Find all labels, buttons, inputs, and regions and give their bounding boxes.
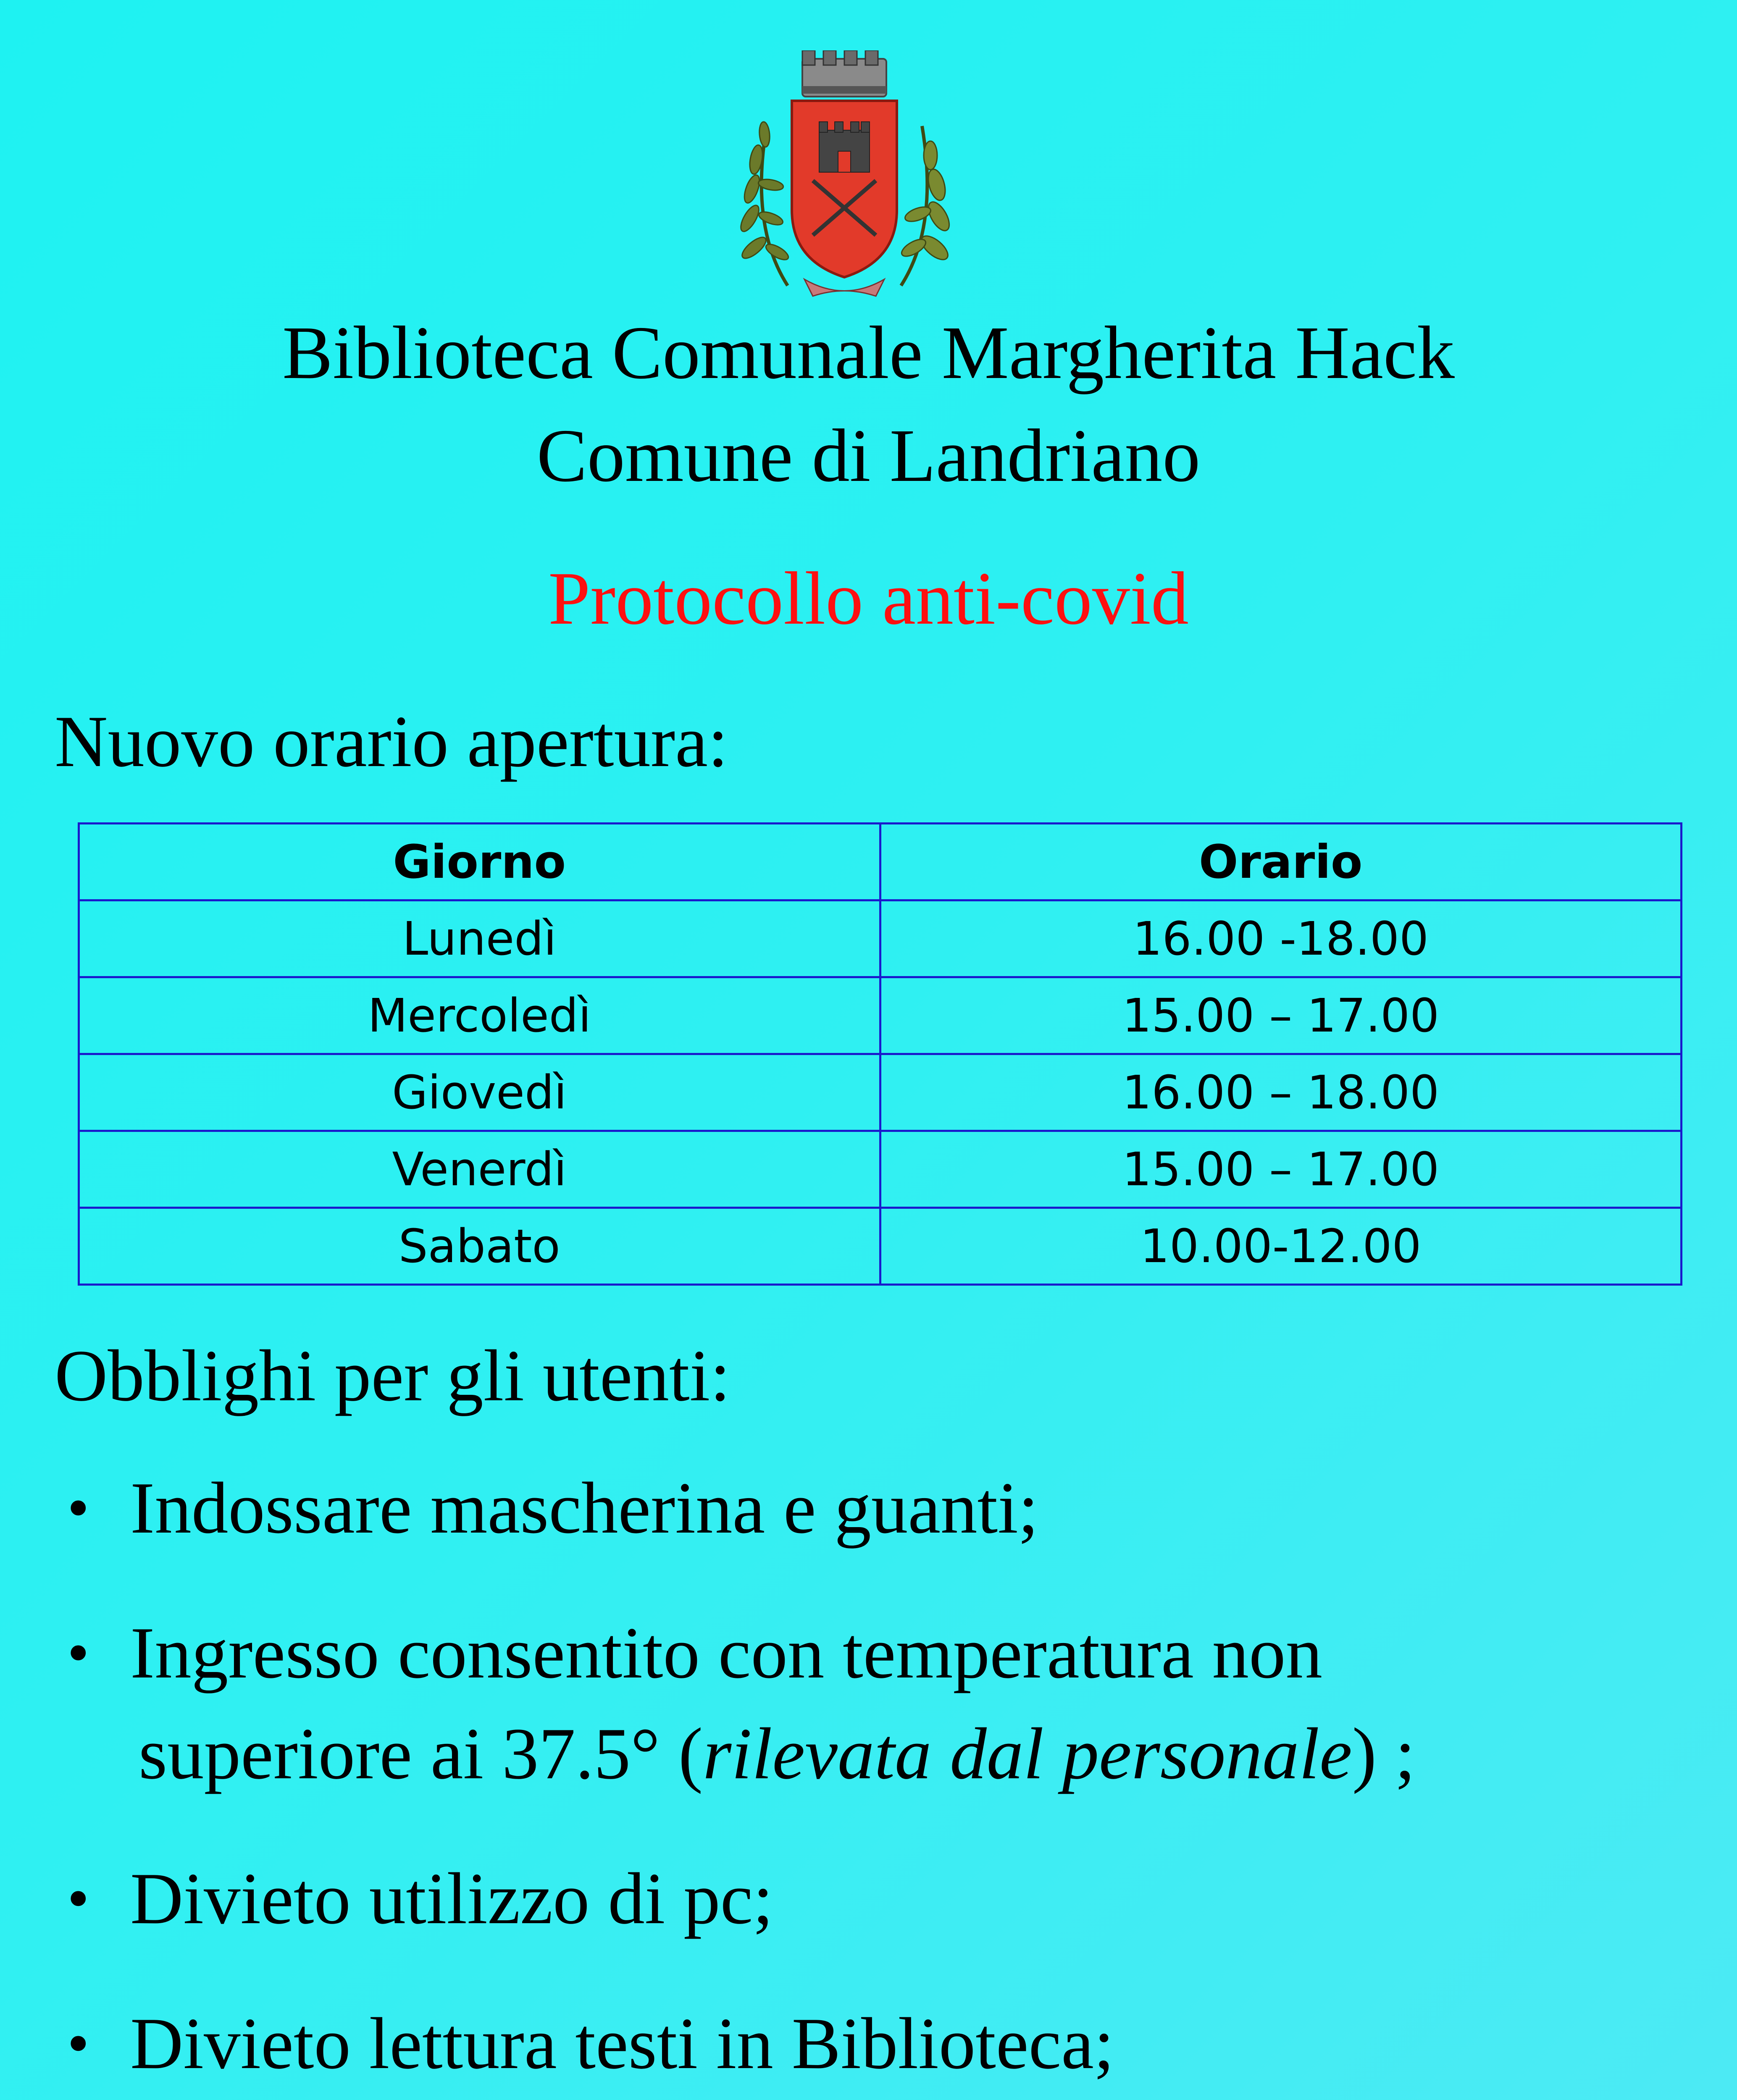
- day-cell: Giovedì: [79, 1054, 880, 1131]
- rule-text: Divieto utilizzo di pc;: [130, 1858, 773, 1939]
- municipality-name: Comune di Landriano: [536, 414, 1201, 497]
- list-item: [67, 1848, 1705, 1949]
- table-header-row: [79, 824, 1682, 900]
- bullet-icon: •: [67, 2008, 89, 2078]
- time-cell: 16.00 -18.00: [880, 900, 1682, 977]
- opening-hours-table: [78, 822, 1682, 1286]
- list-item: [67, 1457, 1705, 1558]
- column-header-day: Giorno: [79, 824, 880, 900]
- table-row: [79, 900, 1682, 977]
- table-row: [79, 1054, 1682, 1131]
- day-cell: Venerdì: [79, 1131, 880, 1208]
- rule-text-part: ) ;: [1352, 1713, 1416, 1794]
- time-cell: 15.00 – 17.00: [880, 1131, 1682, 1208]
- rule-text-part: superiore ai 37.5° (: [139, 1713, 703, 1794]
- day-cell: Sabato: [79, 1208, 880, 1285]
- rule-text: Ingresso consentito con temperatura non: [130, 1612, 1323, 1693]
- list-item: [67, 1602, 1705, 1804]
- hours-heading: Nuovo orario apertura:: [55, 701, 728, 782]
- column-header-time: Orario: [880, 824, 1682, 900]
- library-name: Biblioteca Comunale Margherita Hack: [282, 311, 1455, 394]
- rules-heading: Obblighi per gli utenti:: [55, 1335, 731, 1416]
- bullet-icon: •: [67, 1618, 89, 1688]
- table-row: [79, 977, 1682, 1054]
- coat-of-arms-icon: [725, 50, 964, 302]
- time-cell: 10.00-12.00: [880, 1208, 1682, 1285]
- protocol-title: Protocollo anti-covid: [548, 556, 1189, 640]
- day-cell: Lunedì: [79, 900, 880, 977]
- rules-list: [67, 1457, 1705, 2100]
- time-cell: 16.00 – 18.00: [880, 1054, 1682, 1131]
- rule-text-italic: rilevata dal personale: [703, 1713, 1352, 1794]
- day-cell: Mercoledì: [79, 977, 880, 1054]
- rule-text: Indossare mascherina e guanti;: [130, 1467, 1039, 1549]
- list-item: [67, 1993, 1705, 2094]
- rule-text-continuation: [130, 1703, 1705, 1804]
- time-cell: 15.00 – 17.00: [880, 977, 1682, 1054]
- bullet-icon: •: [67, 1864, 89, 1933]
- table-row: [79, 1131, 1682, 1208]
- bullet-icon: •: [67, 1473, 89, 1543]
- table-row: [79, 1208, 1682, 1285]
- rule-text: Divieto lettura testi in Biblioteca;: [130, 2003, 1114, 2084]
